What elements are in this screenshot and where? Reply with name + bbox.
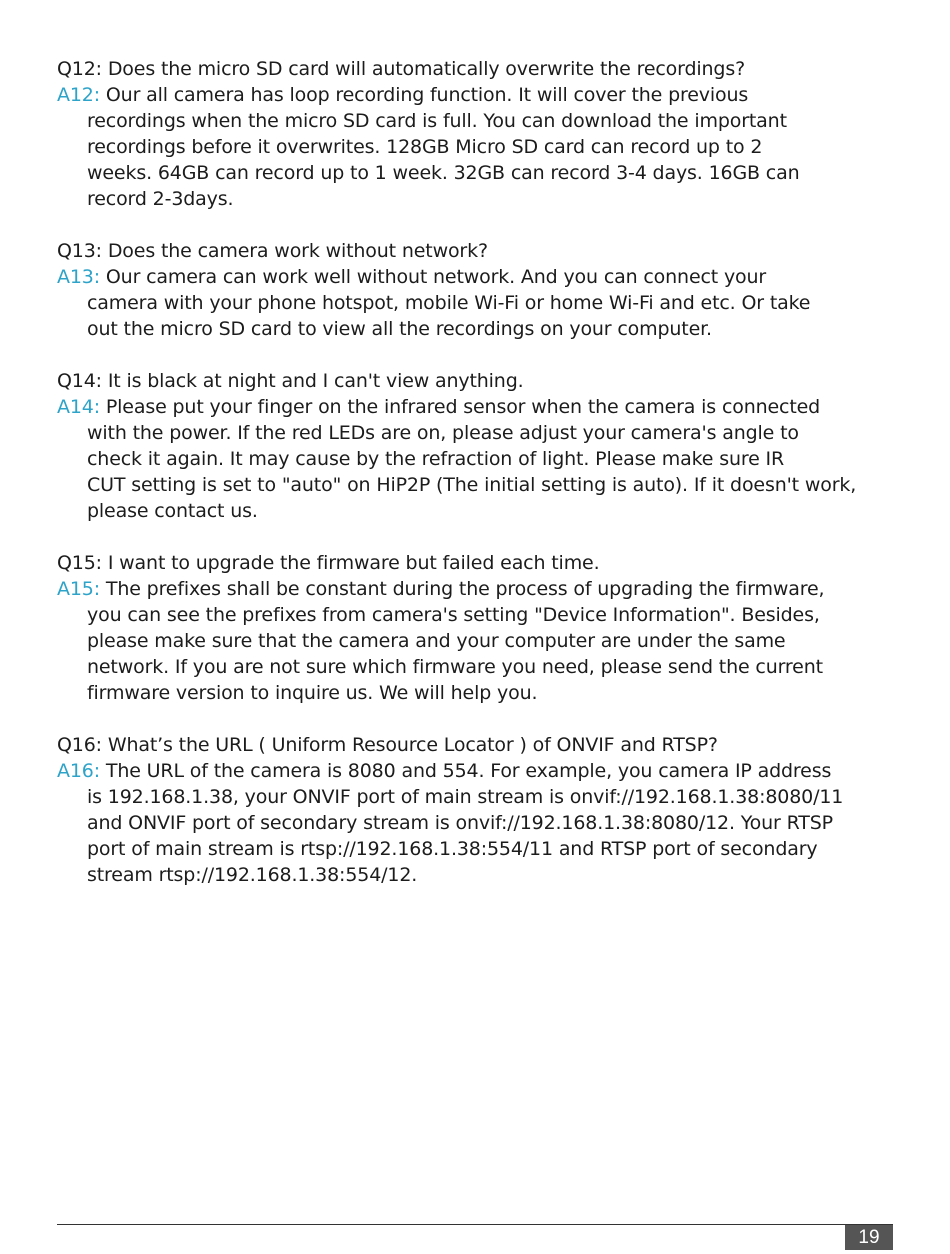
footer-divider — [57, 1224, 893, 1225]
answer-line: The prefixes shall be constant during the process of upgrading the firmware, — [105, 578, 825, 600]
answer-line: check it again. It may cause by the refraction of light. Please make sure IR — [87, 448, 785, 470]
answer-prefix: A13: — [57, 266, 100, 288]
answer-prefix: A15: — [57, 578, 100, 600]
answer-first-line — [57, 758, 907, 784]
answer-line: weeks. 64GB can record up to 1 week. 32GB can record 3-4 days. 16GB can — [87, 162, 800, 184]
answer-line: The URL of the camera is 8080 and 554. For example, you camera IP address — [105, 760, 832, 782]
answer-line: Our all camera has loop recording function. It will cover the previous — [105, 84, 749, 106]
answer-line: out the micro SD card to view all the recordings on your computer. — [87, 318, 712, 340]
question: Q15: I want to upgrade the firmware but failed each time. — [57, 552, 600, 574]
answer-line: is 192.168.1.38, your ONVIF port of main stream is onvif://192.168.1.38:8080/11 — [87, 786, 844, 808]
answer-line: with the power. If the red LEDs are on, please adjust your camera's angle to — [87, 422, 799, 444]
answer-line: CUT setting is set to "auto" on HiP2P (The initial setting is auto). If it doesn't work, — [87, 474, 857, 496]
question: Q13: Does the camera work without network? — [57, 240, 488, 262]
answer-prefix: A12: — [57, 84, 100, 106]
answer-first-line — [57, 394, 907, 420]
answer-prefix: A16: — [57, 760, 100, 782]
answer-first-line — [57, 82, 907, 108]
answer-line: camera with your phone hotspot, mobile Wi-Fi or home Wi-Fi and etc. Or take — [87, 292, 811, 314]
faq-item-q13 — [57, 238, 907, 342]
answer-line: you can see the prefixes from camera's setting "Device Information". Besides, — [87, 604, 820, 626]
answer-line: and ONVIF port of secondary stream is onvif://192.168.1.38:8080/12. Your RTSP — [87, 812, 833, 834]
answer-line: Our camera can work well without network. And you can connect your — [105, 266, 767, 288]
faq-item-q14 — [57, 368, 907, 524]
answer-first-line — [57, 576, 907, 602]
answer-line: recordings before it overwrites. 128GB Micro SD card can record up to 2 — [87, 136, 763, 158]
question: Q16: What’s the URL ( Uniform Resource Locator ) of ONVIF and RTSP? — [57, 734, 718, 756]
answer-first-line — [57, 264, 907, 290]
answer-line: Please put your finger on the infrared sensor when the camera is connected — [105, 396, 821, 418]
faq-item-q16 — [57, 732, 907, 888]
faq-item-q15 — [57, 550, 907, 706]
answer-line: recordings when the micro SD card is full. You can download the important — [87, 110, 787, 132]
answer-line: network. If you are not sure which firmware you need, please send the current — [87, 656, 823, 678]
answer-prefix: A14: — [57, 396, 100, 418]
answer-line: stream rtsp://192.168.1.38:554/12. — [87, 864, 418, 886]
faq-item-q12 — [57, 56, 907, 212]
faq-content — [57, 56, 907, 914]
answer-line: firmware version to inquire us. We will help you. — [87, 682, 538, 704]
page-number: 19 — [845, 1225, 893, 1250]
question: Q12: Does the micro SD card will automatically overwrite the recordings? — [57, 58, 746, 80]
answer-line: please make sure that the camera and your computer are under the same — [87, 630, 786, 652]
answer-line: record 2-3days. — [87, 188, 234, 210]
answer-line: port of main stream is rtsp://192.168.1.38:554/11 and RTSP port of secondary — [87, 838, 818, 860]
question: Q14: It is black at night and I can't view anything. — [57, 370, 524, 392]
answer-line: please contact us. — [87, 500, 258, 522]
